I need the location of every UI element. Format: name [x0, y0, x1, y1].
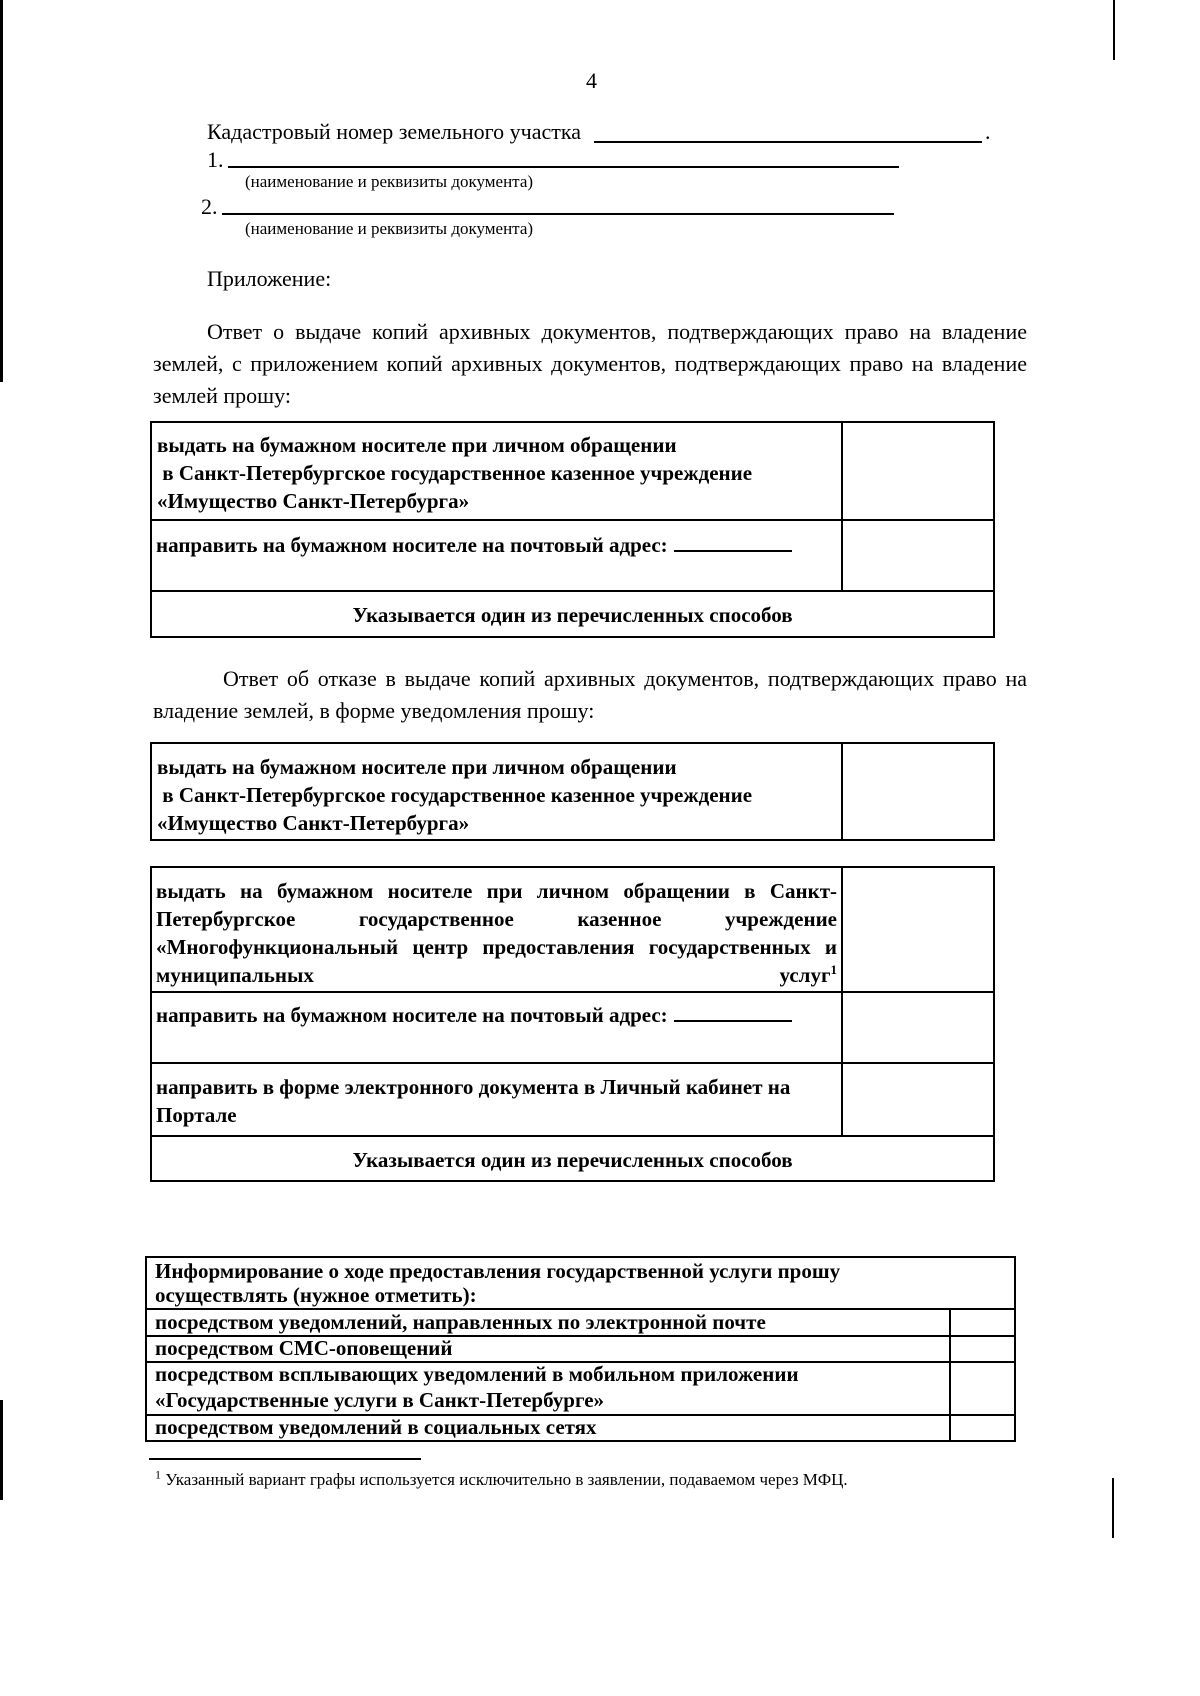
footnote-reference: 1: [830, 962, 837, 977]
scan-edge-mark: [1112, 1478, 1114, 1538]
info-option-email: посредством уведомлений, направленных по электронной почте: [155, 1310, 766, 1334]
attachment-label: Приложение:: [207, 266, 332, 291]
section1-intro: Ответ о выдаче копий архивных документов, подтверждающих право на владение землей, с приложением копий архивных документов, подтверждающих право на владение землей прошу:: [153, 319, 1027, 408]
table3-row-mfc-checkbox[interactable]: [845, 870, 991, 989]
table1-row-pickup-checkbox[interactable]: [845, 425, 991, 517]
postal-address-field-2[interactable]: [674, 1002, 792, 1022]
table2-row-pickup-checkbox[interactable]: [845, 746, 991, 837]
table1-row-post-checkbox[interactable]: [845, 523, 991, 588]
info-option-email-checkbox[interactable]: [953, 1311, 1012, 1333]
table2-row-pickup-label: выдать на бумажном носителе при личном обращении в Санкт-Петербургское государственное казенное учреждение «Имущество Санкт-Петербурга»: [157, 755, 753, 835]
document-item-2-number: 2.: [201, 194, 218, 219]
document-item-1-caption: (наименование и реквизиты документа): [245, 172, 534, 191]
info-option-social: посредством уведомлений в социальных сетях: [155, 1415, 597, 1439]
cadastral-period: .: [985, 119, 991, 144]
cadastral-label: Кадастровый номер земельного участка: [207, 119, 581, 144]
info-option-mobile-app: посредством всплывающих уведомлений в мобильном приложении «Государственные услуги в Санкт-Петербурге»: [155, 1362, 799, 1412]
footnote-separator: [149, 1458, 421, 1460]
table3-row-portal-checkbox[interactable]: [845, 1066, 991, 1133]
table3-row-post-label: направить на бумажном носителе на почтовый адрес:: [156, 1001, 836, 1029]
page-number: 4: [586, 68, 597, 93]
footnote: [155, 1467, 848, 1490]
footnote-text: Указанный вариант графы используется исключительно в заявлении, подаваемом через МФЦ.: [161, 1470, 848, 1489]
table3-row-post-checkbox[interactable]: [845, 995, 991, 1060]
section2-intro: Ответ об отказе в выдаче копий архивных документов, подтверждающих право на владение землей, в форме уведомления прошу:: [153, 666, 1027, 723]
cadastral-number-field[interactable]: [594, 141, 982, 143]
table1-row-post-label: направить на бумажном носителе на почтовый адрес:: [156, 531, 836, 559]
scan-edge-mark: [0, 1400, 3, 1500]
info-option-mobile-app-checkbox[interactable]: [953, 1364, 1012, 1412]
scan-edge-mark: [1113, 0, 1115, 60]
document-item-1-field[interactable]: [228, 166, 899, 168]
info-header: Информирование о ходе предоставления государственной услуги прошу осуществлять (нужное отметить):: [155, 1259, 841, 1307]
info-option-sms: посредством СМС-оповещений: [155, 1336, 453, 1360]
table3-row-mfc-label: выдать на бумажном носителе при личном обращении в Санкт-Петербургское государственное казенное учреждение «Многофункциональный центр предоставления государственных и муниципальных услуг$^1$: [156, 879, 837, 987]
document-item-1-number: 1.: [207, 147, 224, 172]
footnote-mark: 1: [155, 1467, 161, 1482]
document-item-2-caption: (наименование и реквизиты документа): [245, 219, 534, 238]
table3-footer: Указывается один из перечисленных способов: [352, 1148, 793, 1172]
scan-edge-mark: [0, 0, 3, 382]
postal-address-field[interactable]: [674, 532, 792, 552]
info-option-sms-checkbox[interactable]: [953, 1338, 1012, 1359]
table1-footer: Указывается один из перечисленных способов: [352, 603, 793, 627]
table3-row-portal-label: направить в форме электронного документа в Личный кабинет на Портале: [156, 1075, 791, 1127]
document-item-2-field[interactable]: [222, 213, 894, 215]
table1-row-pickup-label: выдать на бумажном носителе при личном обращении в Санкт-Петербургское государственное казенное учреждение «Имущество Санкт-Петербурга»: [157, 433, 753, 513]
info-option-social-checkbox[interactable]: [953, 1417, 1012, 1439]
